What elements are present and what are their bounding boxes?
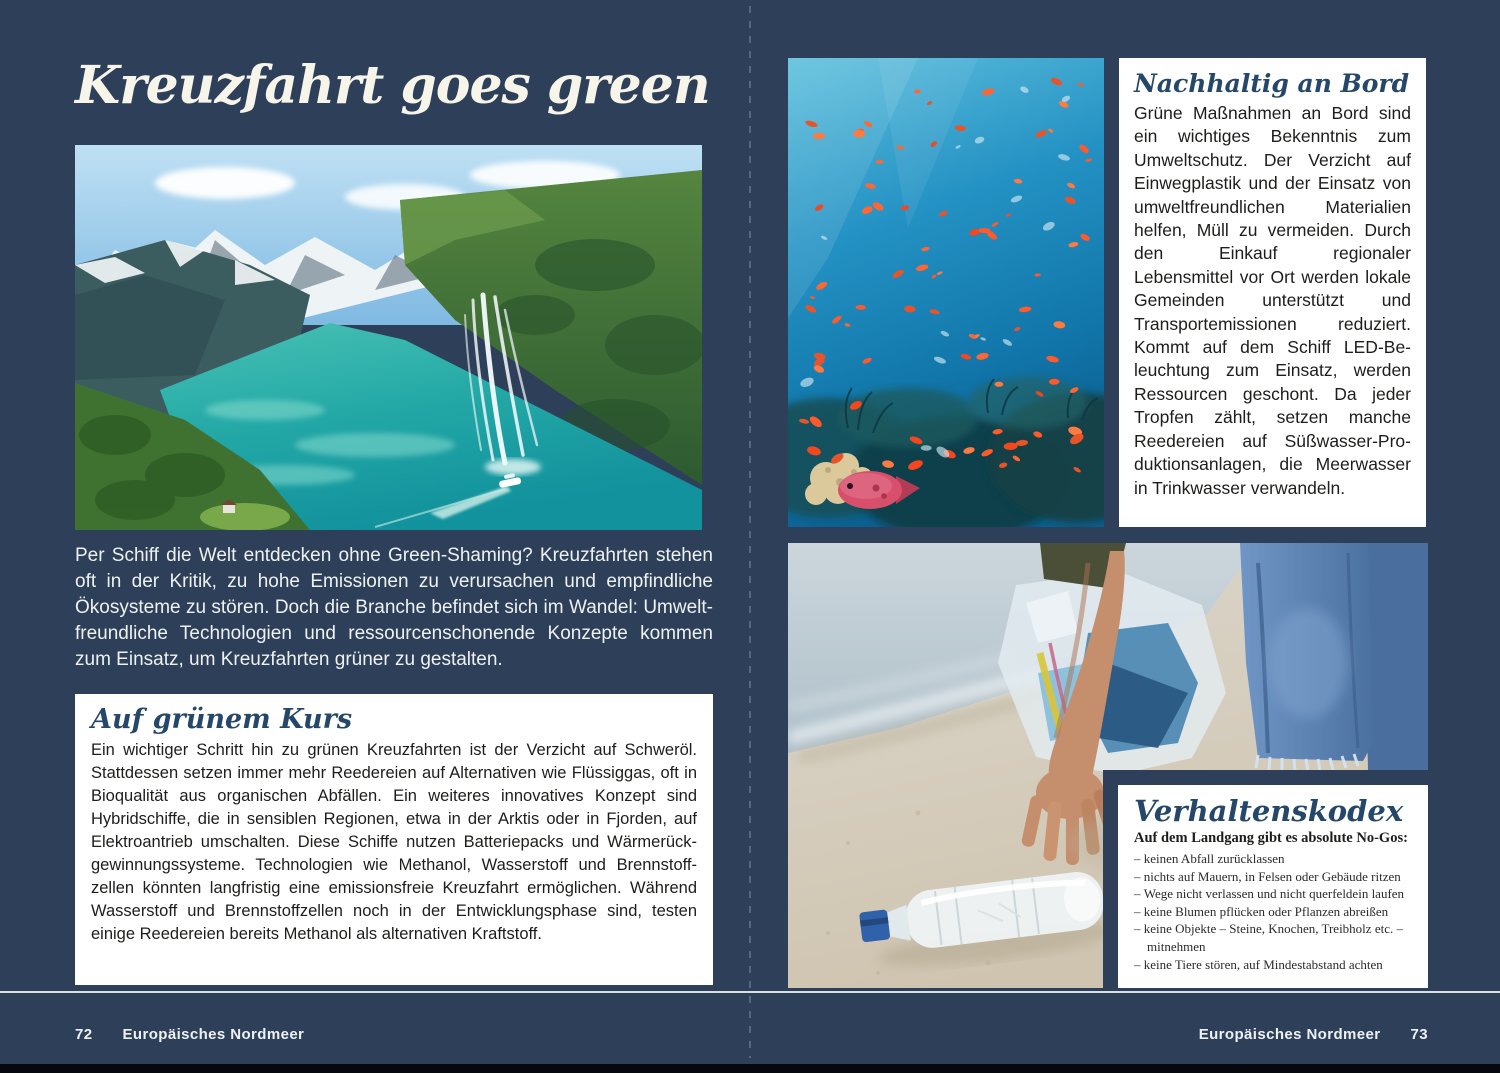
code-of-conduct-frame — [1103, 770, 1428, 988]
no-go-item: – Wege nicht verlassen und nicht querfeldein laufen — [1134, 885, 1414, 903]
green-course-box — [75, 694, 713, 985]
no-go-item: – keinen Abfall zurücklassen — [1134, 850, 1414, 868]
fjord-illustration — [75, 145, 702, 530]
footer-rule — [0, 991, 1500, 993]
footer-left — [75, 1026, 304, 1043]
page-title: Kreuzfahrt goes green — [75, 55, 710, 116]
section-title-left: Europäisches Nordmeer — [122, 1026, 305, 1043]
no-go-item: – keine Objekte – Steine, Knochen, Treibholz etc. – mitnehmen — [1134, 920, 1414, 955]
no-go-list — [1134, 850, 1414, 973]
green-course-body: Ein wichtiger Schritt hin zu grünen Kreuzfahrten ist der Verzicht auf Schweröl. Stattdessen setzen immer mehr Reedereien auf Alternativen wie Flüssiggas, oft in Bioqualität aus organischen Abfällen. Ein weiteres innovatives Konzept sind Hybridschiffe, die in sensiblen Regionen, etwa in der Arktis oder in Fjorden, auf Elektroantrieb umschalten. Diese Schiffe nutzen Batteriepacks und Wärmerückgewinnungssysteme. Technologien wie Methanol, Wasserstoff und Brennstoffzellen könnten langfristig eine emissionsfreie Kreuzfahrt ermöglichen. Während Wasserstoff und Brennstoffzellen noch in der Entwicklungsphase sind, testen einige Reedereien bereits Methanol als alternativen Kraftstoff. — [91, 741, 697, 943]
green-course-heading: Auf grünem Kurs — [91, 704, 353, 735]
no-go-item: – keine Tiere stören, auf Mindestabstand achten — [1134, 956, 1414, 974]
sustainable-onboard-body: Grüne Maßnahmen an Bord sind ein wichtiges Bekenntnis zum Umweltschutz. Der Verzicht auf Einwegplastik und der Einsatz von umweltfreundlichen Materialien helfen, Müll zu vermeiden. Durch den Einkauf regionaler Lebensmittel vor Ort werden lokale Gemeinden unterstützt und Transportemissionen reduziert. Kommt auf dem Schiff LED-Beleuchtung zum Einsatz, werden Ressourcen geschont. Da jeder Tropfen zählt, setzen manche Reedereien auf Süßwasser-Produktionsanlagen, die Meerwasser in Trinkwasser verwandeln. — [1134, 103, 1411, 498]
code-of-conduct-box — [1118, 785, 1428, 988]
code-of-conduct-heading: Verhaltenskodex — [1134, 794, 1404, 828]
reef-illustration — [788, 58, 1104, 527]
intro-paragraph: Per Schiff die Welt entdecken ohne Green-Shaming? Kreuzfahrten stehen oft in der Kritik, zu hohe Emissionen zu verursachen und empfindliche Ökosysteme zu stören. Doch die Branche befindet sich im Wandel: Umweltfreundliche Technologien und ressourcenschonende Konzepte kommen zum Einsatz, um Kreuzfahrten grüner zu gestalten. — [75, 545, 713, 670]
beach-photo — [788, 543, 1428, 988]
page-fold-line — [749, 6, 751, 1058]
sustainable-onboard-heading: Nachhaltig an Bord — [1134, 69, 1410, 98]
fjord-photo — [75, 145, 702, 530]
footer-right — [1199, 1026, 1428, 1043]
sustainable-onboard-box — [1119, 58, 1426, 527]
section-title-right: Europäisches Nordmeer — [1198, 1026, 1381, 1043]
no-go-item: – nichts auf Mauern, in Felsen oder Gebäude ritzen — [1134, 868, 1414, 886]
page-number-left: 72 — [75, 1026, 93, 1043]
page-number-right: 73 — [1410, 1026, 1428, 1043]
no-go-item: – keine Blumen pflücken oder Pflanzen abreißen — [1134, 903, 1414, 921]
bottom-edge-strip — [0, 1064, 1500, 1073]
code-of-conduct-intro: Auf dem Landgang gibt es absolute No-Gos: — [1134, 830, 1408, 846]
underwater-photo — [788, 58, 1104, 527]
